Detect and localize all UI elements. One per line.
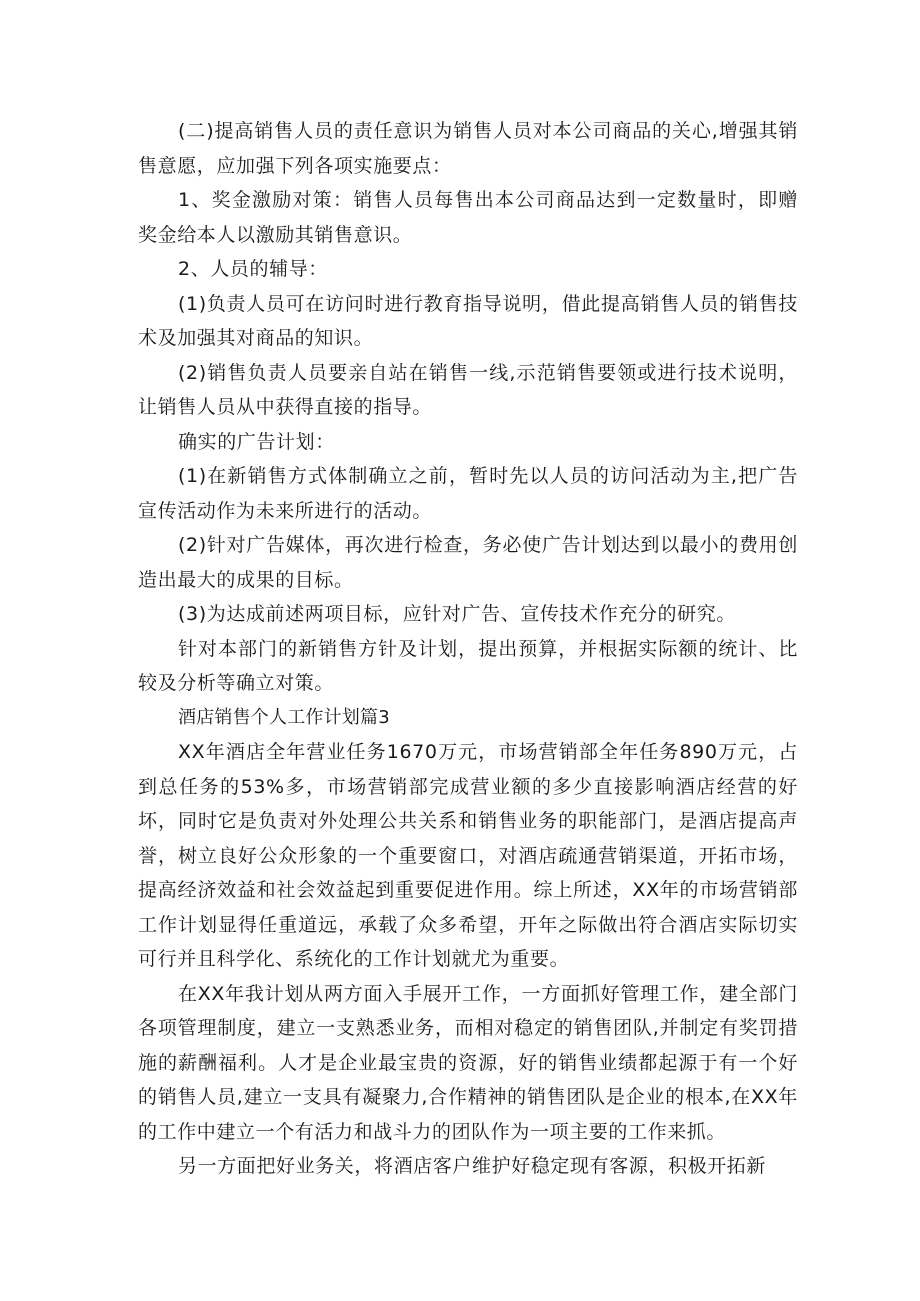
paragraph-ad-item-2: (2)针对广告媒体，再次进行检查，务必使广告计划达到以最小的费用创造出最大的成果的目标。 bbox=[138, 534, 798, 591]
paragraph-staff-coaching: 2、人员的辅导： bbox=[178, 258, 328, 280]
paragraph-bonus-incentive: 1、奖金激励对策：销售人员每售出本公司商品达到一定数量时，即赠奖金给本人以激励其销售意识。 bbox=[138, 189, 798, 246]
paragraph-ad-item-1: (1)在新销售方式体制确立之前，暂时先以人员的访问活动为主,把广告宣传活动作为未来所进行的活动。 bbox=[138, 465, 798, 522]
paragraph-section-two-intro: (二)提高销售人员的责任意识为销售人员对本公司商品的关心,增强其销售意愿，应加强下列各项实施要点： bbox=[138, 120, 798, 177]
paragraph-coaching-item-2: (2)销售负责人员要亲自站在销售一线,示范销售要领或进行技术说明，让销售人员从中获得直接的指导。 bbox=[138, 361, 798, 418]
paragraph-ad-item-3: (3)为达成前述两项目标，应针对广告、宣传技术作充分的研究。 bbox=[178, 603, 736, 625]
section-heading: 酒店销售个人工作计划篇3 bbox=[178, 706, 390, 728]
paragraph-budget: 针对本部门的新销售方针及计划，提出预算，并根据实际额的统计、比较及分析等确立对策。 bbox=[138, 637, 798, 694]
paragraph-management-plan: 在XX年我计划从两方面入手展开工作，一方面抓好管理工作，建全部门各项管理制度，建立一支熟悉业务，而相对稳定的销售团队,并制定有奖罚措施的薪酬福利。人才是企业最宝贵的资源，好的销售业绩都起源于有一个好的销售人员,建立一支具有凝聚力,合作精神的销售团队是企业的根本,在XX年的工作中建立一个有活力和战斗力的团队作为一项主要的工作来抓。 bbox=[138, 982, 798, 1143]
paragraph-annual-target: XX年酒店全年营业任务1670万元，市场营销部全年任务890万元，占到总任务的53%多，市场营销部完成营业额的多少直接影响酒店经营的好坏，同时它是负责对外处理公共关系和销售业务的职能部门，是酒店提高声誉，树立良好公众形象的一个重要窗口，对酒店疏通营销渠道，开拓市场，提高经济效益和社会效益起到重要促进作用。综上所述，XX年的市场营销部工作计划显得任重道远，承载了众多希望，开年之际做出符合酒店实际切实可行并且科学化、系统化的工作计划就尤为重要。 bbox=[138, 741, 798, 970]
document-body bbox=[138, 114, 798, 1184]
paragraph-coaching-item-1: (1)负责人员可在访问时进行教育指导说明，借此提高销售人员的销售技术及加强其对商品的知识。 bbox=[138, 292, 798, 349]
paragraph-business-plan: 另一方面把好业务关，将酒店客户维护好稳定现有客源，积极开拓新 bbox=[178, 1155, 767, 1177]
paragraph-ad-plan: 确实的广告计划： bbox=[178, 430, 335, 453]
